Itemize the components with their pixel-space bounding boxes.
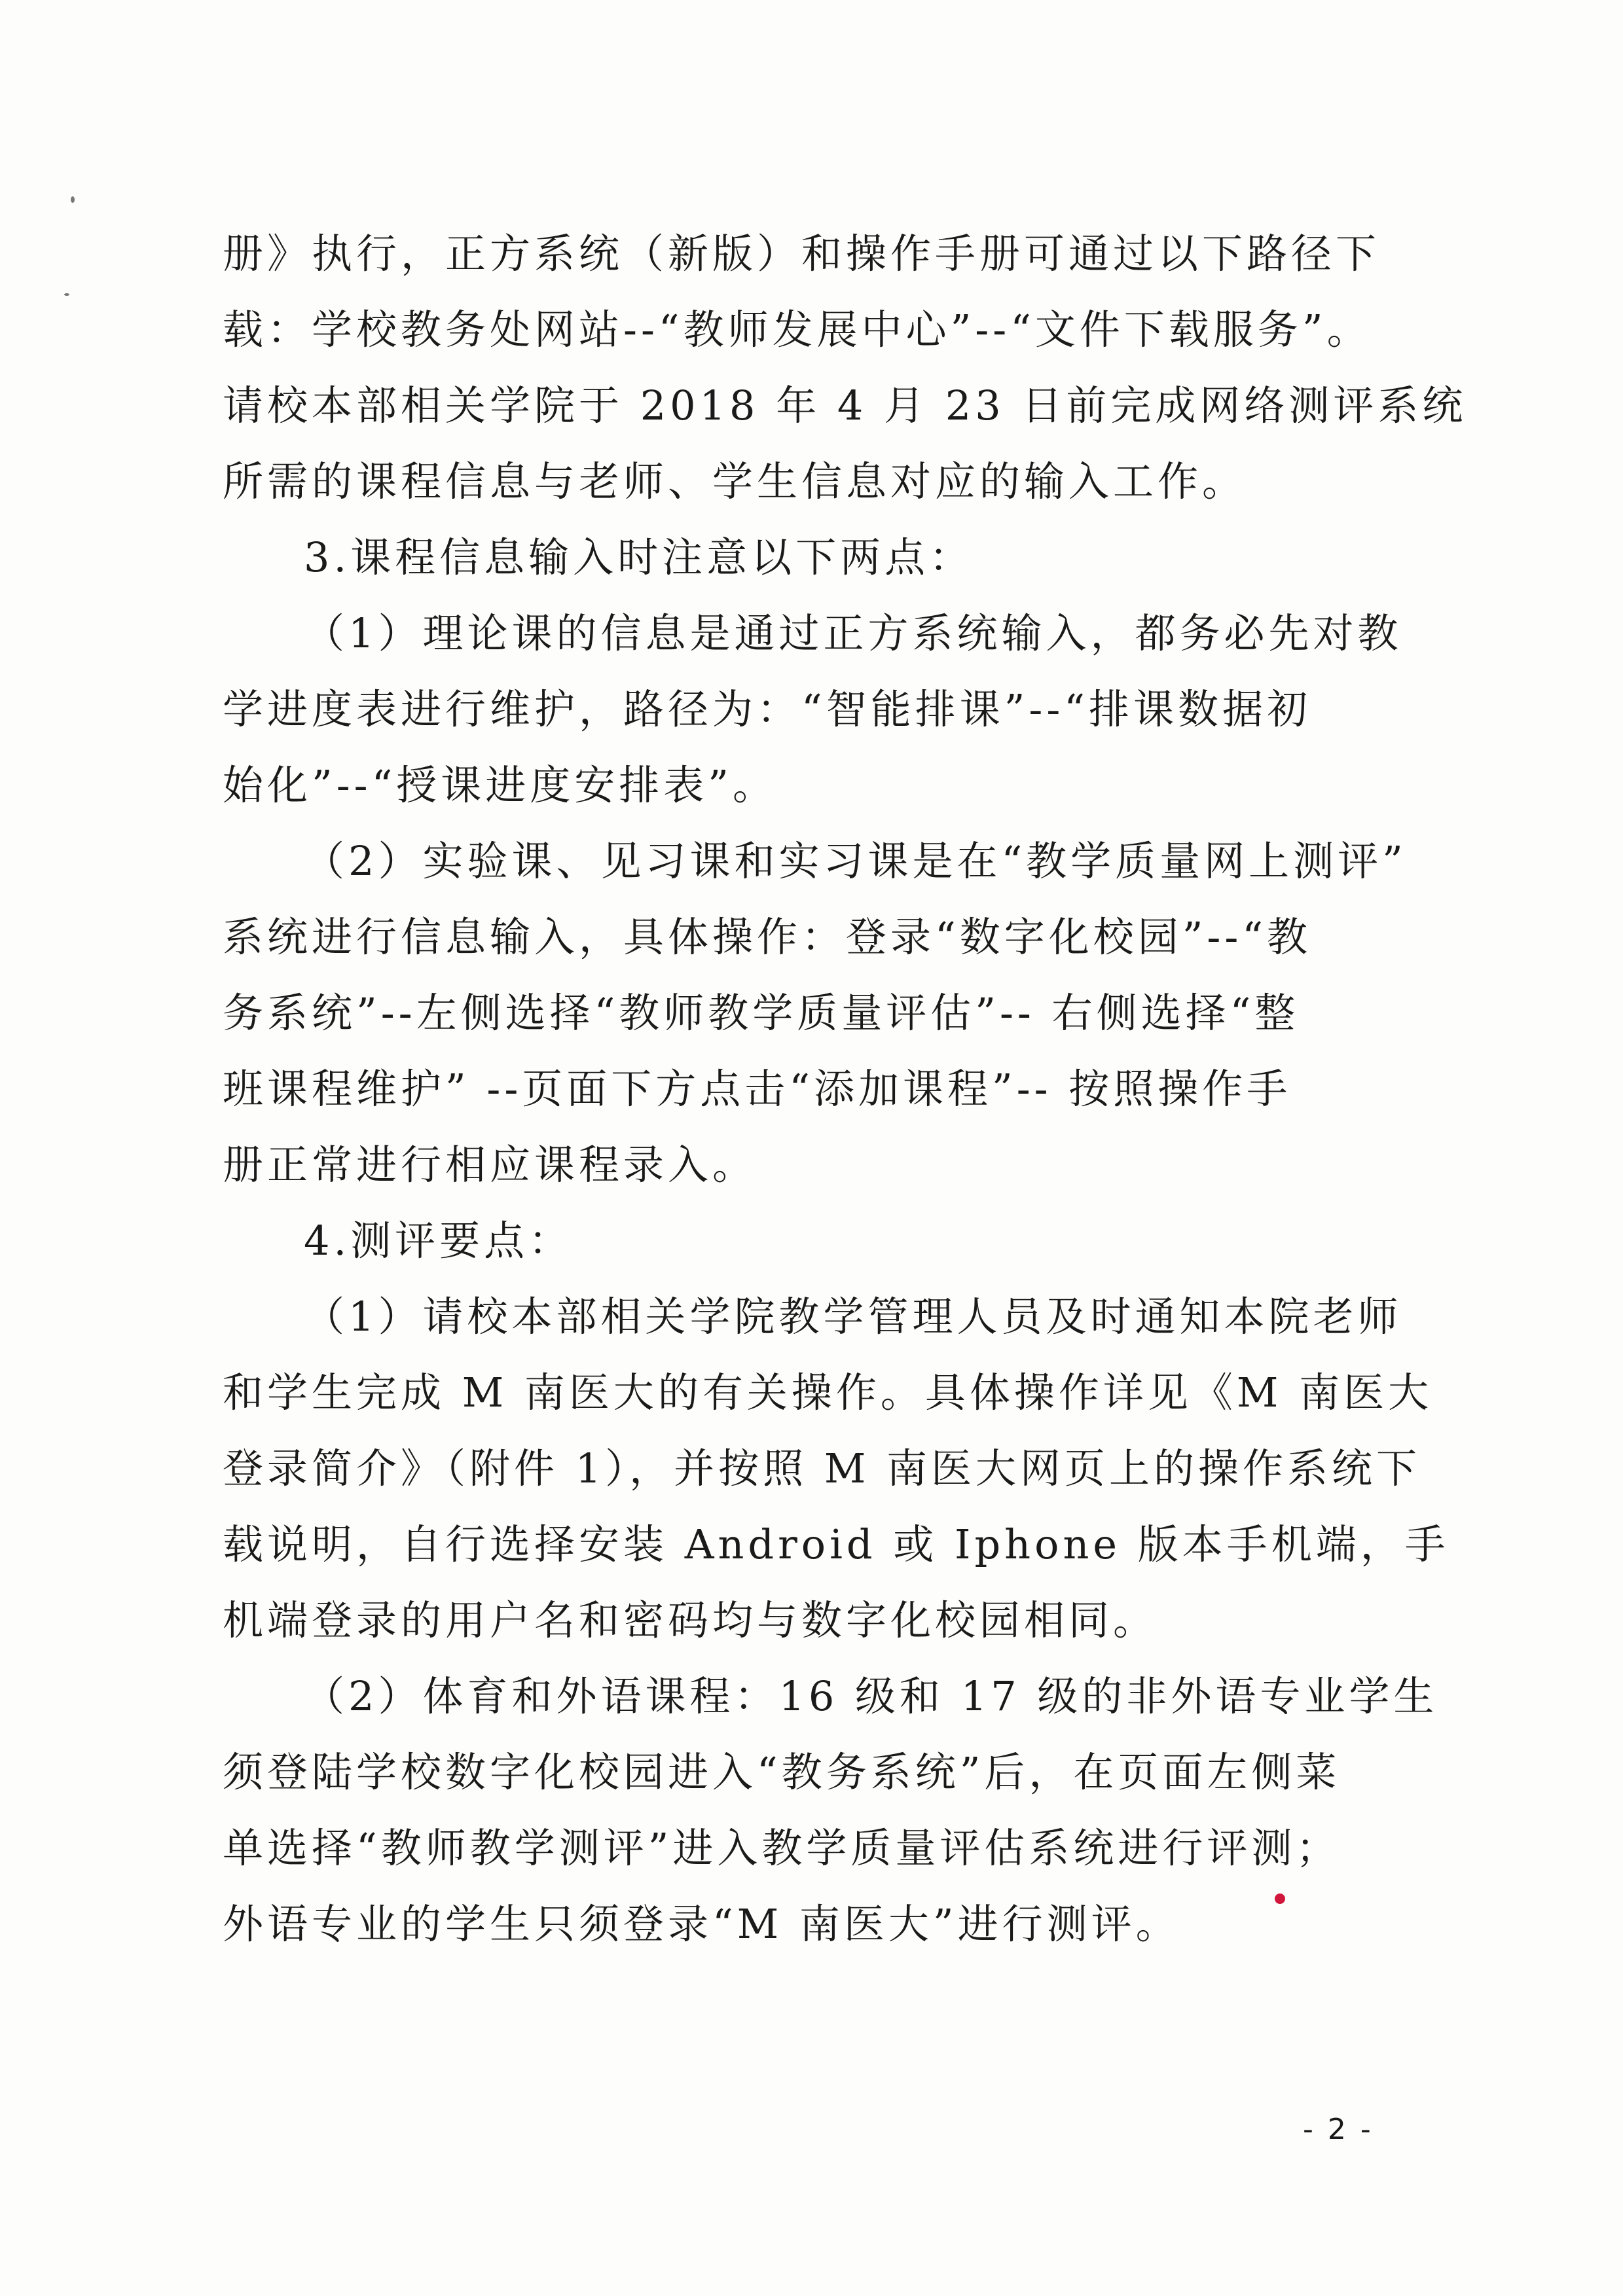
text-line: 单选择“教师教学测评”进入教学质量评估系统进行评测； — [223, 1824, 1341, 1872]
paragraph — [223, 823, 1407, 1203]
text-line: 登录简介》（附件 1），并按照 M 南医大网页上的操作系统下 — [223, 1444, 1421, 1492]
text-line: 载：学校教务处网站--“教师发展中心”--“文件下载服务”。 — [223, 306, 1372, 353]
text-line: 3.课程信息输入时注意以下两点： — [304, 533, 974, 581]
text-line: （2）体育和外语课程：16 级和 17 级的非外语专业学生 — [304, 1672, 1438, 1720]
page-number: - 2 - — [1303, 2113, 1374, 2146]
text-line: 所需的课程信息与老师、学生信息对应的输入工作。 — [223, 457, 1247, 505]
text-line: （1）请校本部相关学院教学管理人员及时通知本院老师 — [304, 1293, 1402, 1340]
text-line: 4.测评要点： — [304, 1217, 574, 1265]
scan-speck — [64, 293, 69, 296]
text-line: 须登陆学校数字化校园进入“教务系统”后，在页面左侧菜 — [223, 1748, 1341, 1796]
text-line: 班课程维护” --页面下方点击“添加课程”-- 按照操作手 — [223, 1065, 1292, 1113]
text-line: 始化”--“授课进度安排表”。 — [223, 761, 777, 809]
text-line: 机端登录的用户名和密码均与数字化校园相同。 — [223, 1596, 1158, 1644]
document-body — [223, 216, 1467, 1962]
paragraph — [223, 216, 1467, 520]
text-line: 外语专业的学生只须登录“M 南医大”进行测评。 — [223, 1900, 1180, 1948]
text-line: （1）理论课的信息是通过正方系统输入，都务必先对教 — [304, 609, 1402, 657]
paragraph — [223, 1659, 1438, 1962]
paragraph — [223, 520, 1355, 596]
text-line: 请校本部相关学院于 2018 年 4 月 23 日前完成网络测评系统 — [223, 382, 1467, 429]
text-line: 册》执行，正方系统（新版）和操作手册可通过以下路径下 — [223, 230, 1381, 278]
text-line: （2）实验课、见习课和实习课是在“教学质量网上测评” — [304, 837, 1407, 885]
text-line: 载说明，自行选择安装 Android 或 Iphone 版本手机端，手 — [223, 1520, 1450, 1568]
text-line: 册正常进行相应课程录入。 — [223, 1141, 757, 1189]
paragraph — [223, 1279, 1450, 1659]
scan-speck — [71, 196, 75, 203]
text-line: 务系统”--左侧选择“教师教学质量评估”-- 右侧选择“整 — [223, 989, 1300, 1037]
text-line: 系统进行信息输入，具体操作：登录“数字化校园”--“教 — [223, 913, 1311, 961]
text-line: 学进度表进行维护，路径为：“智能排课”--“排课数据初 — [223, 685, 1311, 733]
text-line: 和学生完成 M 南医大的有关操作。具体操作详见《M 南医大 — [223, 1369, 1433, 1416]
paragraph — [223, 1203, 1355, 1279]
paragraph — [223, 596, 1402, 823]
